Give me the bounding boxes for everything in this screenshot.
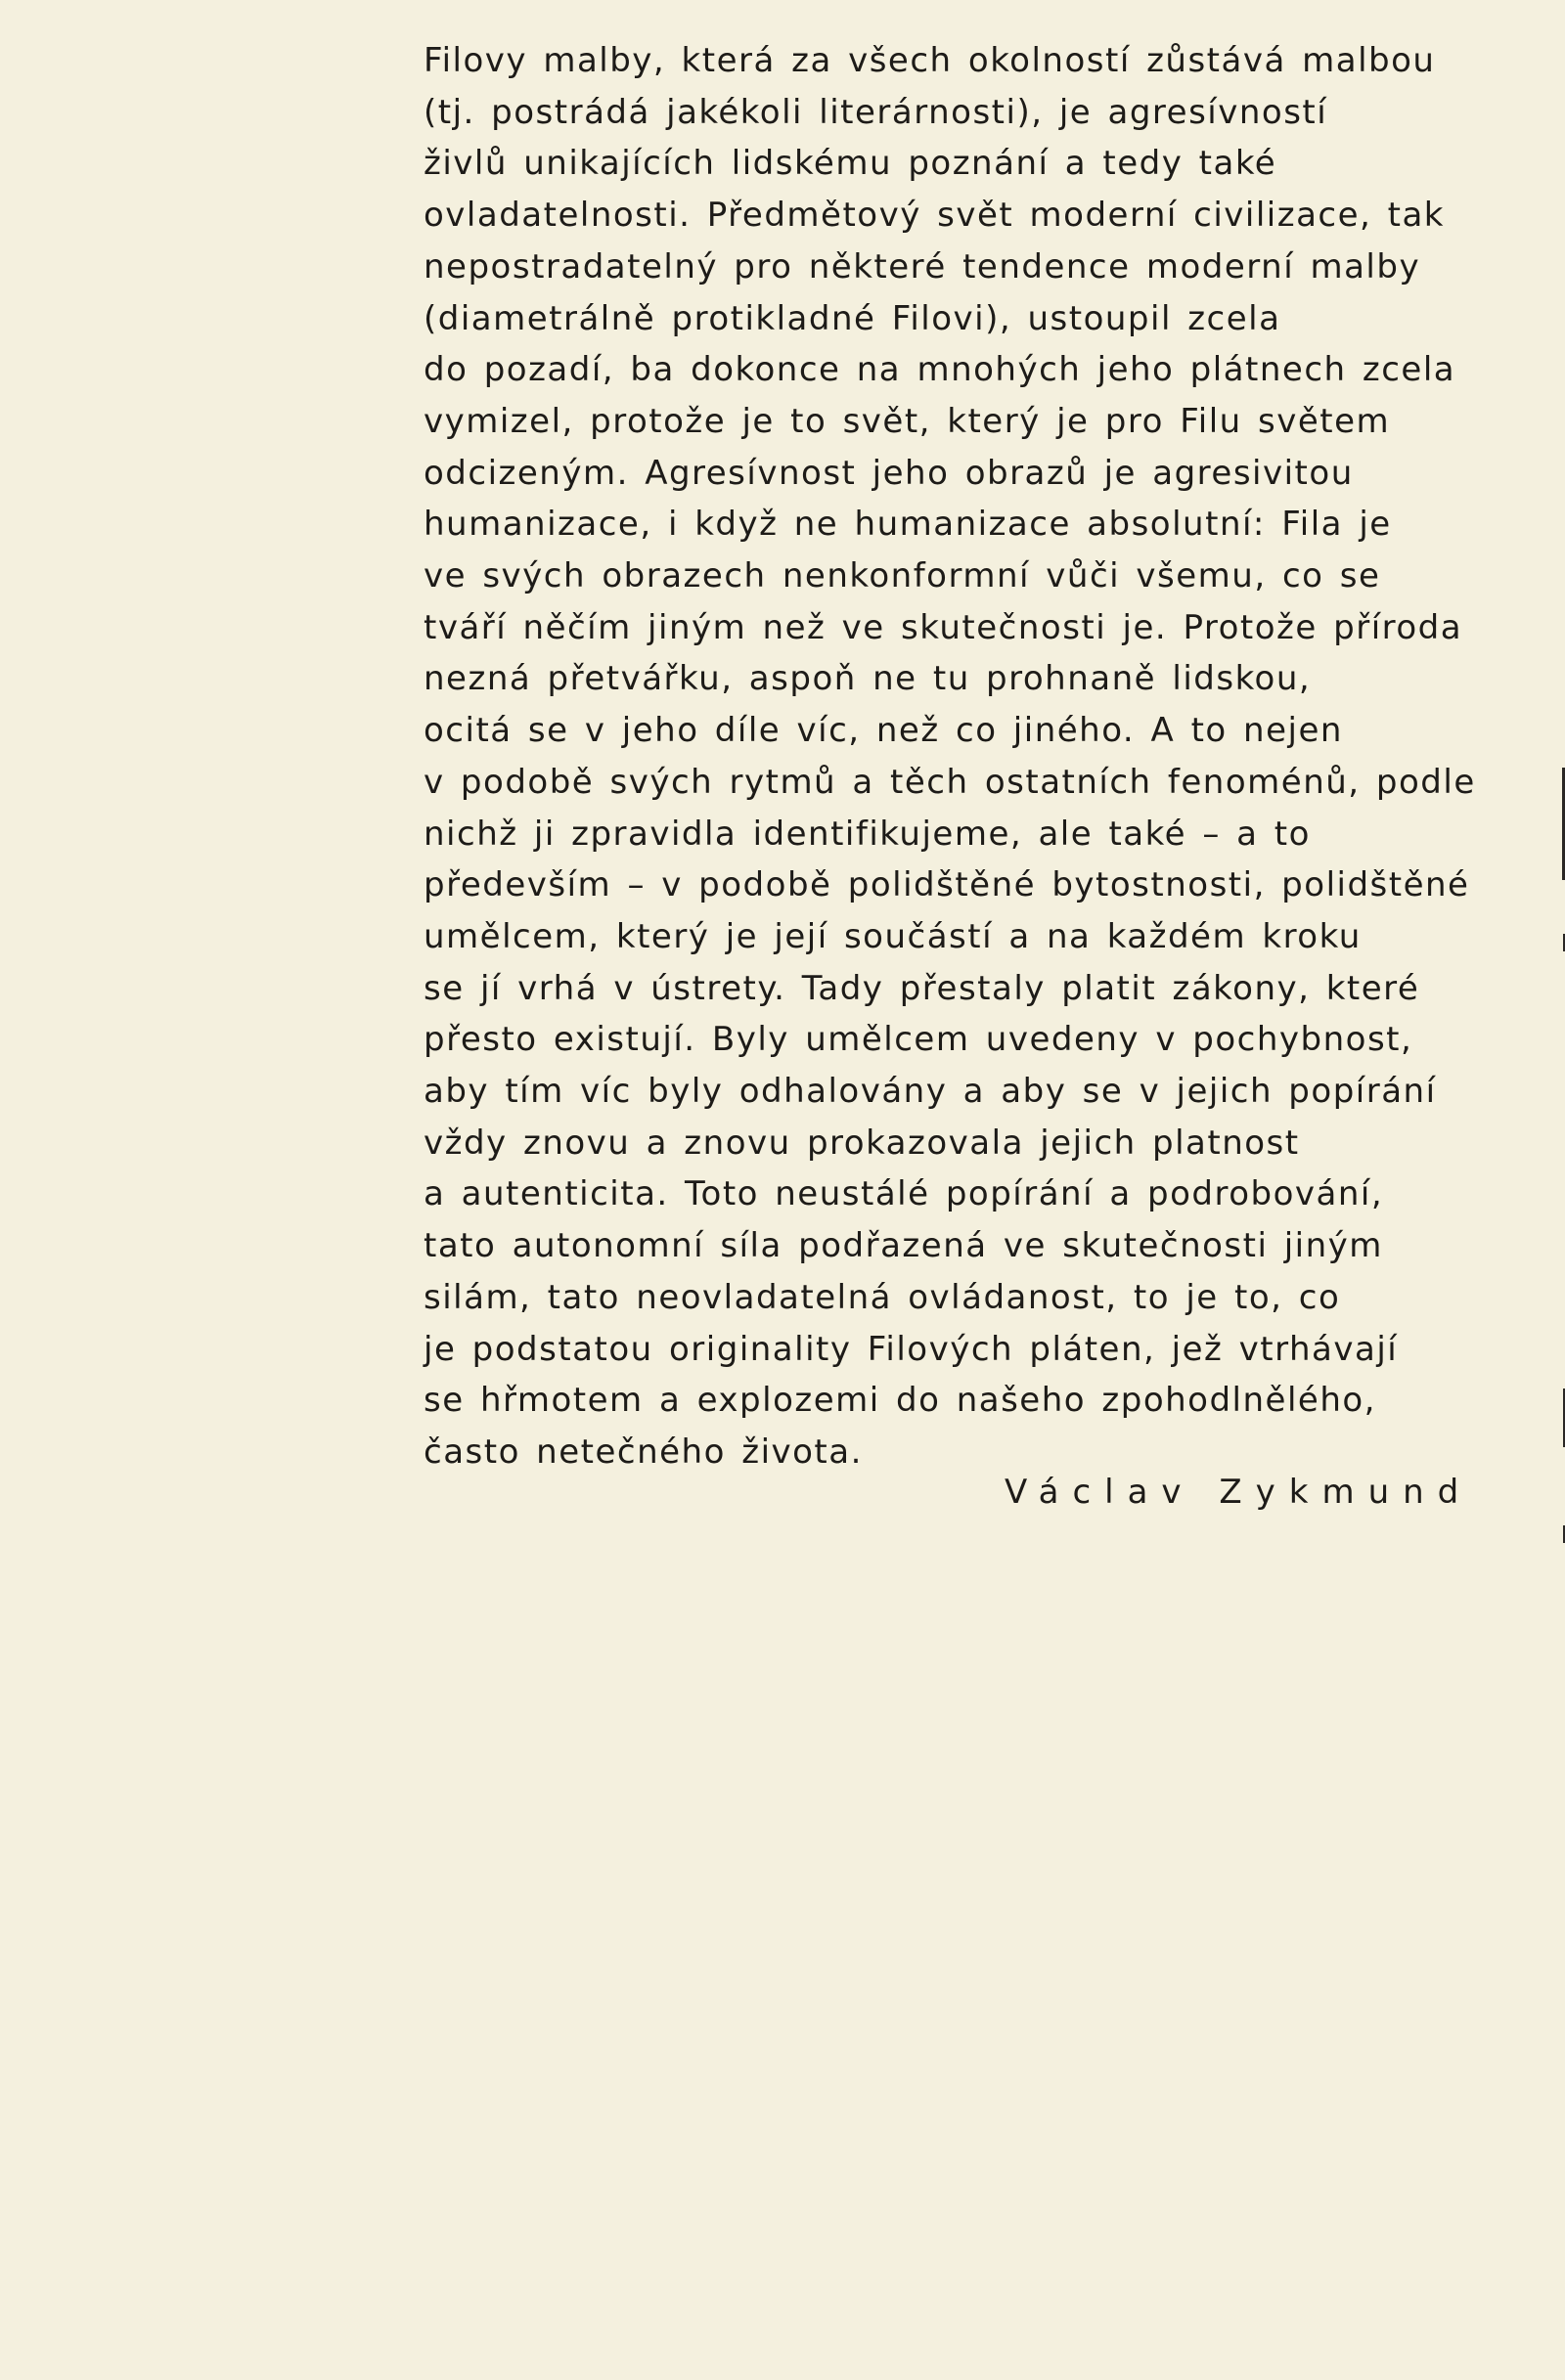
text-line: humanizace, i když ne humanizace absolutní: Fila je [424,505,1392,545]
text-line: umělcem, který je její součástí a na každém kroku [424,916,1362,956]
text-line: ve svých obrazech nenkonformní vůči všemu, co se [424,556,1381,596]
text-line: živlů unikajících lidskému poznání a tedy také [424,144,1277,184]
text-line: často netečného života. [424,1432,863,1472]
text-line: a autenticita. Toto neustálé popírání a podrobování, [424,1174,1384,1214]
text-line: Filovy malby, která za všech okolností zůstává malbou [424,41,1436,80]
text-line: tváří něčím jiným než ve skutečnosti je. Protože příroda [424,607,1463,647]
body-text [424,35,1476,1478]
text-line: vždy znovu a znovu prokazovala jejich platnost [424,1123,1300,1163]
text-line: nichž ji zpravidla identifikujeme, ale také – a to [424,814,1311,854]
text-line: (tj. postrádá jakékoli literárnosti), je agresívností [424,92,1328,132]
author-signature: Václav Zykmund [1005,1473,1473,1512]
text-line: ovladatelnosti. Předmětový svět moderní civilizace, tak [424,196,1445,236]
text-line: (diametrálně protikladné Filovi), ustoupil zcela [424,298,1281,338]
text-line: se jí vrhá v ústrety. Tady přestaly platit zákony, které [424,968,1420,1008]
text-line: nezná přetvářku, aspoň ne tu prohnaně lidskou, [424,659,1312,699]
text-line: především – v podobě polidštěné bytostnosti, polidštěné [424,865,1470,905]
text-line: do pozadí, ba dokonce na mnohých jeho plátnech zcela [424,350,1456,390]
text-line: odcizeným. Agresívnost jeho obrazů je agresivitou [424,453,1354,493]
text-line: vymizel, protože je to svět, který je pro Filu světem [424,401,1391,441]
text-line: je podstatou originality Filových pláten, jež vtrhávají [424,1329,1399,1369]
text-line: v podobě svých rytmů a těch ostatních fenoménů, podle [424,762,1476,802]
text-line: ocitá se v jeho díle víc, než co jiného. A to nejen [424,711,1343,751]
text-line: tato autonomní síla podřazená ve skutečnosti jiným [424,1226,1383,1266]
text-line: přesto existují. Byly umělcem uvedeny v pochybnost, [424,1020,1413,1060]
text-line: aby tím víc byly odhalovány a aby se v jejich popírání [424,1072,1437,1112]
text-line: se hřmotem a explozemi do našeho zpohodlnělého, [424,1381,1376,1421]
text-line: silám, tato neovladatelná ovládanost, to je to, co [424,1277,1341,1317]
text-line: nepostradatelný pro některé tendence moderní malby [424,246,1421,286]
